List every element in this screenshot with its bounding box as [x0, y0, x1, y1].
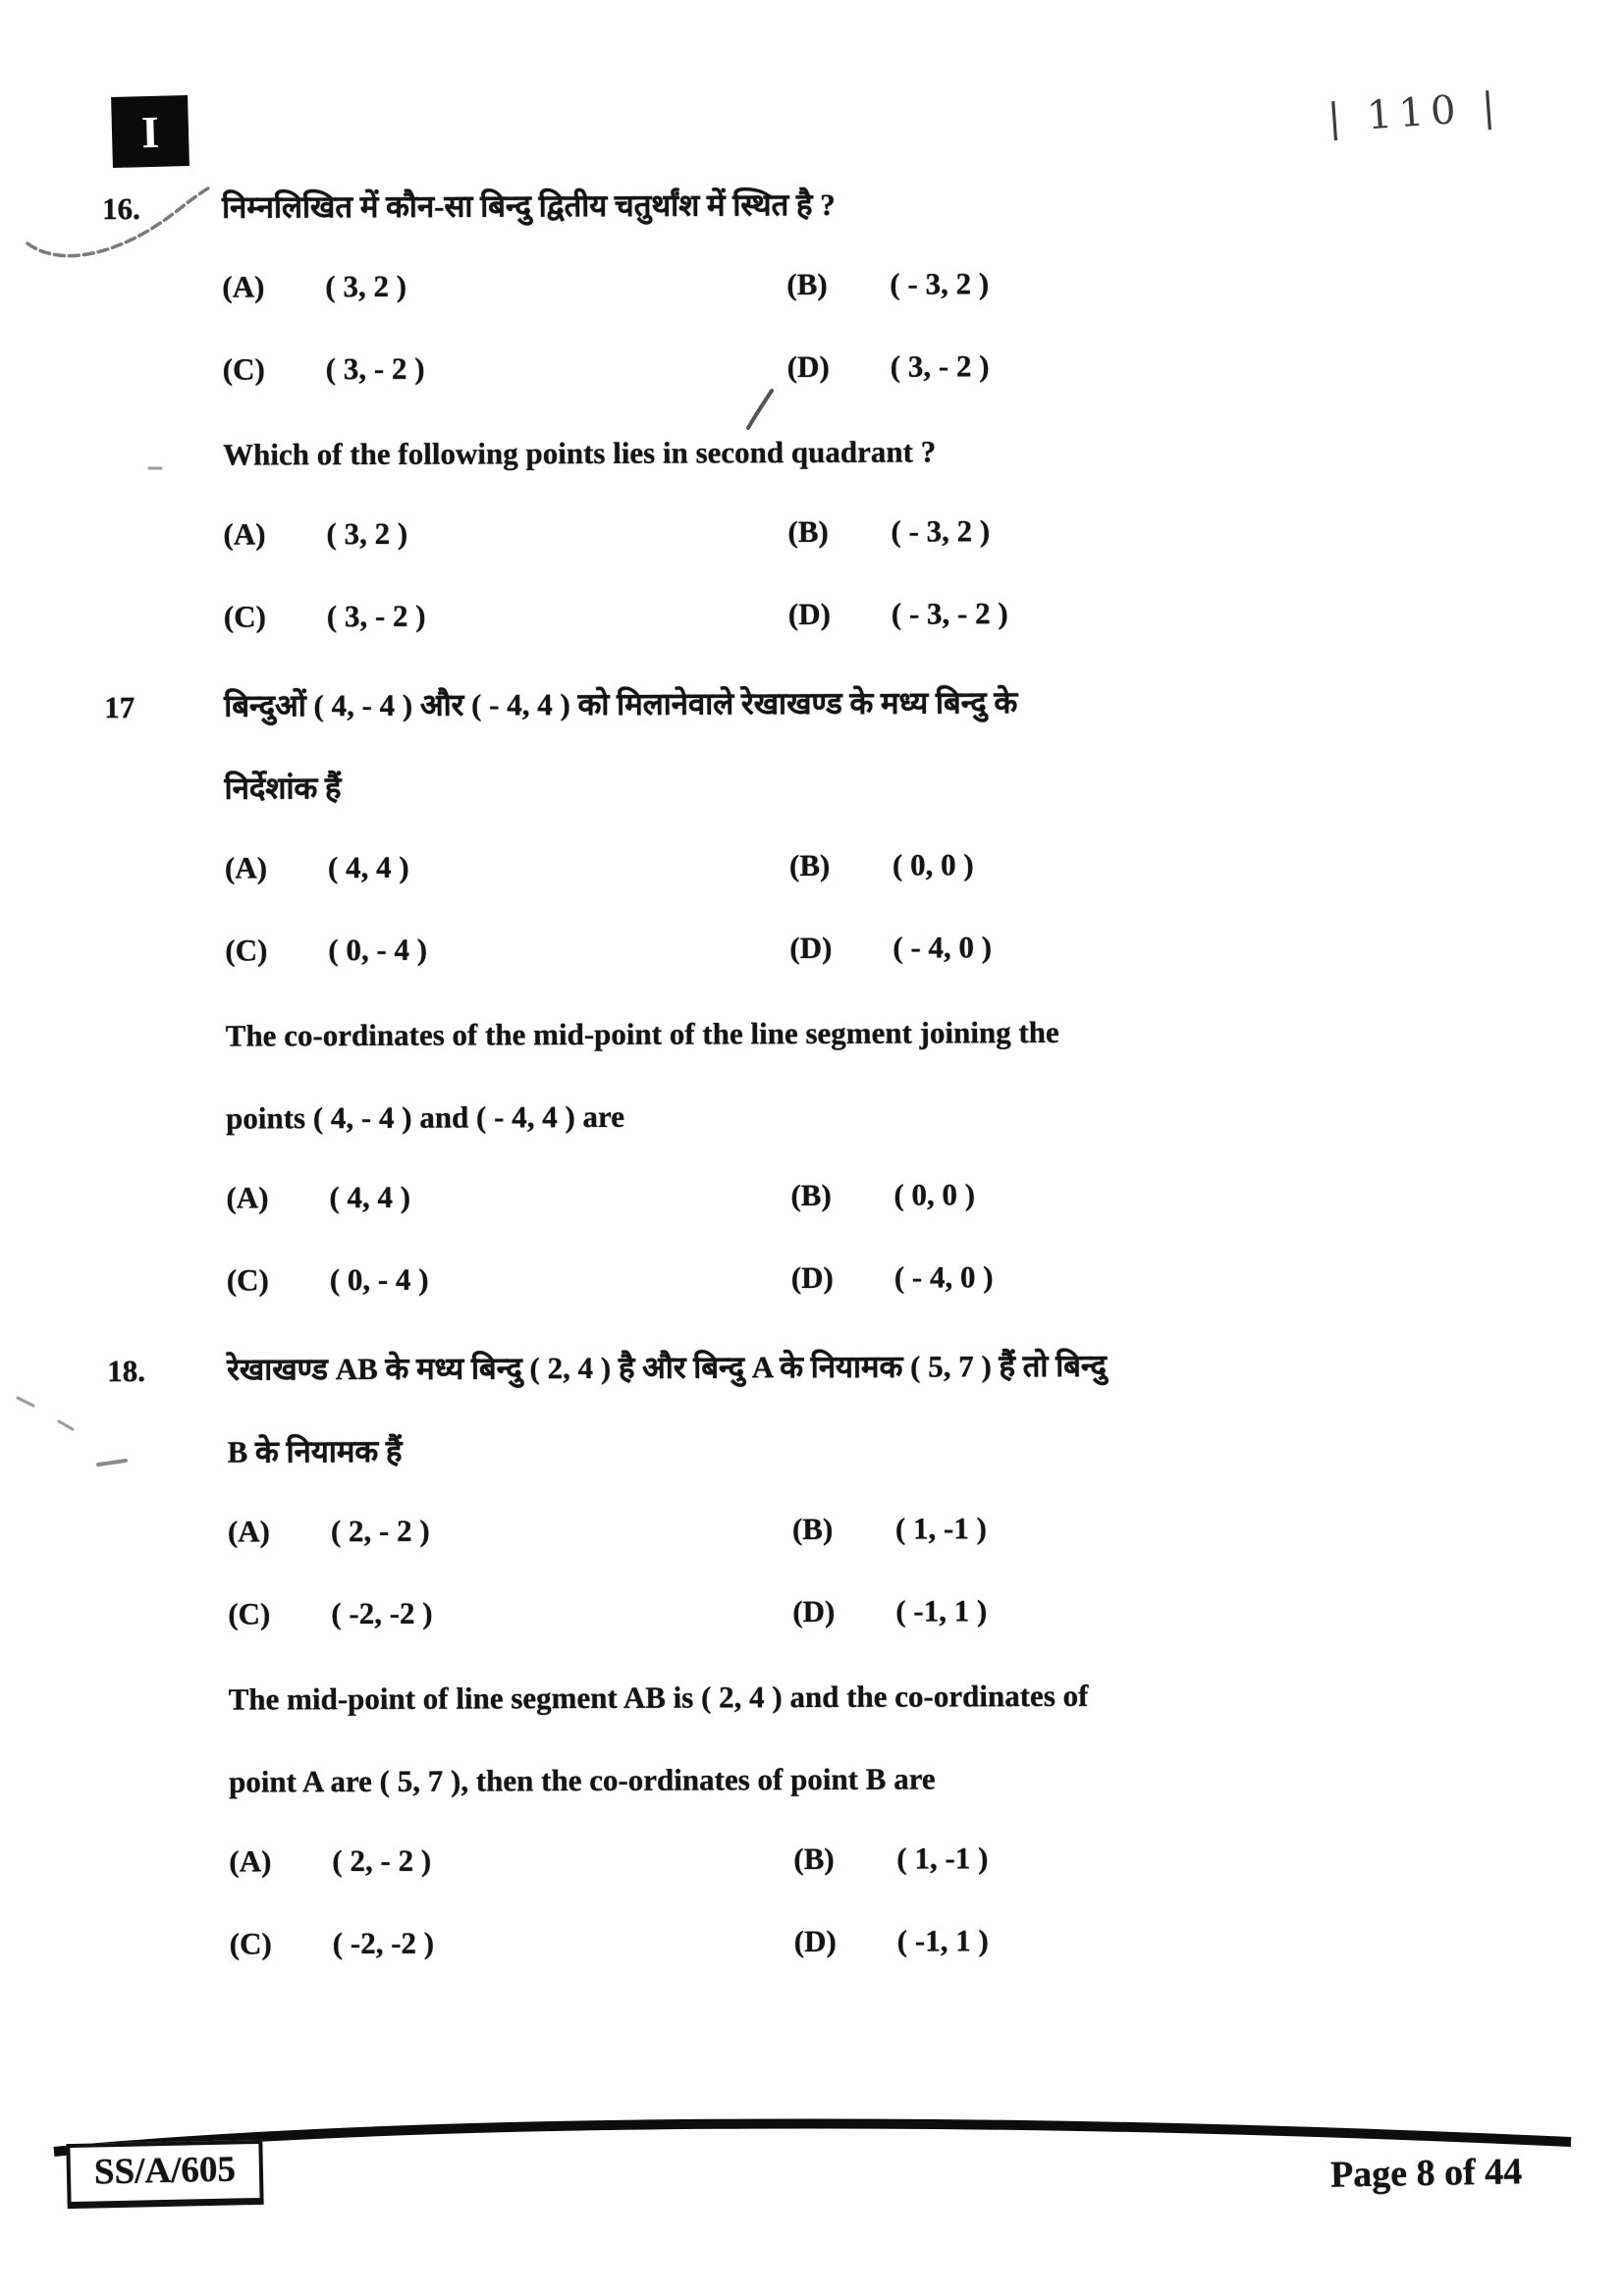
question-number: 18.: [107, 1353, 146, 1389]
option-label: (C): [226, 1262, 269, 1298]
option-c: [228, 1594, 792, 1638]
option-value: ( 2, - 2 ): [330, 1513, 430, 1549]
option-label: (C): [225, 933, 268, 968]
option-value: ( 3, 2 ): [326, 515, 408, 552]
option-value: ( 3, - 2 ): [325, 350, 425, 387]
question-17: [0, 679, 1624, 1346]
option-label: (B): [791, 1511, 834, 1547]
question-18: [1, 1343, 1624, 2009]
option-label: (A): [222, 269, 265, 304]
option-label: (B): [793, 1841, 835, 1877]
option-c: [225, 931, 789, 975]
option-value: ( -1, 1 ): [896, 1923, 989, 1958]
question-text-english: The co-ordinates of the mid-point of the line segment joining the: [225, 1014, 1059, 1053]
question-text-hindi: बिन्दुओं ( 4, - 4 ) और ( - 4, 4 ) को मिलानेवाले रेखाखण्ड के मध्य बिन्दु के: [224, 685, 1018, 723]
option-label: (A): [224, 850, 268, 885]
option-value: ( 0, - 4 ): [328, 932, 428, 968]
option-d: [794, 1921, 1516, 1965]
option-label: (B): [788, 847, 831, 883]
question-body: [227, 1344, 1516, 2009]
option-label: (B): [790, 1177, 832, 1213]
option-label: (D): [793, 1923, 837, 1959]
option-b: [789, 845, 1511, 889]
option-d: [791, 1257, 1513, 1302]
option-label: (A): [229, 1843, 272, 1879]
question-text-english: points ( 4, - 4 ) and ( - 4, 4 ) are: [226, 1098, 625, 1136]
question-body: [222, 182, 1510, 682]
option-label: (D): [792, 1593, 836, 1629]
option-label: (D): [789, 930, 833, 966]
question-text-hindi: रेखाखण्ड AB के मध्य बिन्दु ( 2, 4 ) है और बिन्दु A के नियामक ( 5, 7 ) हैं तो बिन्दु: [227, 1348, 1107, 1387]
option-value: ( 1, -1 ): [894, 1511, 987, 1546]
option-value: ( 0, - 4 ): [329, 1261, 429, 1298]
option-value: ( 4, 4 ): [329, 1179, 411, 1215]
option-label: (A): [226, 1180, 269, 1215]
option-value: ( - 4, 0 ): [893, 1259, 994, 1295]
option-label: (B): [786, 266, 828, 302]
options-hindi: [225, 845, 1512, 1016]
option-d: [787, 347, 1509, 391]
option-label: (C): [222, 351, 265, 387]
option-label: (D): [790, 1259, 834, 1296]
option-b: [786, 264, 1508, 308]
option-value: ( -1, 1 ): [895, 1593, 988, 1629]
option-b: [793, 1839, 1515, 1883]
question-number: 17: [104, 690, 135, 725]
option-a: [228, 1512, 792, 1556]
option-label: (D): [787, 596, 831, 632]
option-value: ( - 3, 2 ): [890, 266, 990, 301]
option-a: [222, 267, 786, 311]
options-english: [226, 1175, 1513, 1346]
option-b: [787, 511, 1509, 556]
option-label: (A): [227, 1514, 271, 1549]
section-marker-box: [111, 95, 189, 168]
option-label: (C): [229, 1926, 272, 1961]
option-label: (C): [223, 599, 266, 634]
option-d: [789, 928, 1511, 972]
option-value: ( 4, 4 ): [327, 849, 409, 885]
option-a: [229, 1842, 793, 1886]
option-value: ( 3, - 2 ): [890, 348, 990, 384]
question-text-english: point A are ( 5, 7 ), then the co-ordinates of point B are: [228, 1761, 936, 1799]
option-value: ( - 3, 2 ): [891, 513, 991, 549]
question-text-hindi: B के नियामक हैं: [227, 1433, 403, 1469]
section-marker-label: I: [140, 106, 160, 157]
option-value: ( 3, 2 ): [325, 268, 407, 304]
question-text-english: Which of the following points lies in second quadrant ?: [223, 434, 937, 472]
option-a: [226, 1178, 790, 1222]
options-hindi: [222, 264, 1509, 435]
option-a: [223, 514, 787, 559]
question-16: [0, 181, 1622, 682]
option-b: [792, 1509, 1514, 1553]
options-english: [223, 511, 1510, 682]
option-value: ( 0, 0 ): [892, 847, 974, 882]
option-label: (A): [223, 516, 266, 552]
options-hindi: [228, 1509, 1515, 1680]
option-value: ( 0, 0 ): [893, 1177, 976, 1212]
option-c: [224, 597, 788, 641]
option-value: ( -2, -2 ): [331, 1595, 433, 1631]
option-value: ( - 4, 0 ): [893, 930, 993, 965]
question-text-english: The mid-point of line segment AB is ( 2, 4 ) and the co-ordinates of: [228, 1678, 1089, 1717]
question-number: 16.: [101, 190, 140, 227]
option-label: (C): [228, 1596, 271, 1631]
option-b: [790, 1175, 1512, 1219]
options-english: [229, 1839, 1516, 2009]
option-c: [223, 349, 787, 394]
question-body: [224, 680, 1513, 1346]
option-value: ( 1, -1 ): [896, 1841, 989, 1876]
page-number-label: Page 8 of 44: [1329, 2151, 1523, 2196]
handwritten-page-stamp: | 110 |: [1326, 83, 1504, 142]
option-label: (D): [786, 348, 830, 385]
paper-code: SS/A/605: [93, 2149, 237, 2193]
option-d: [788, 594, 1510, 638]
question-text-hindi: निर्देशांक हैं: [224, 771, 342, 806]
option-c: [230, 1924, 794, 1968]
option-c: [227, 1260, 791, 1305]
question-text-hindi: निम्नलिखित में कौन-सा बिन्दु द्वितीय चतुर्थांश में स्थित है ?: [221, 187, 836, 225]
option-value: ( 2, - 2 ): [332, 1842, 432, 1879]
questions-area: [0, 181, 1624, 2013]
option-a: [225, 848, 789, 892]
option-value: ( 3, - 2 ): [326, 598, 426, 634]
option-value: ( -2, -2 ): [332, 1925, 435, 1961]
option-d: [792, 1591, 1514, 1635]
option-label: (B): [787, 513, 829, 550]
option-value: ( - 3, - 2 ): [891, 596, 1008, 631]
paper-code-box: [66, 2140, 263, 2209]
